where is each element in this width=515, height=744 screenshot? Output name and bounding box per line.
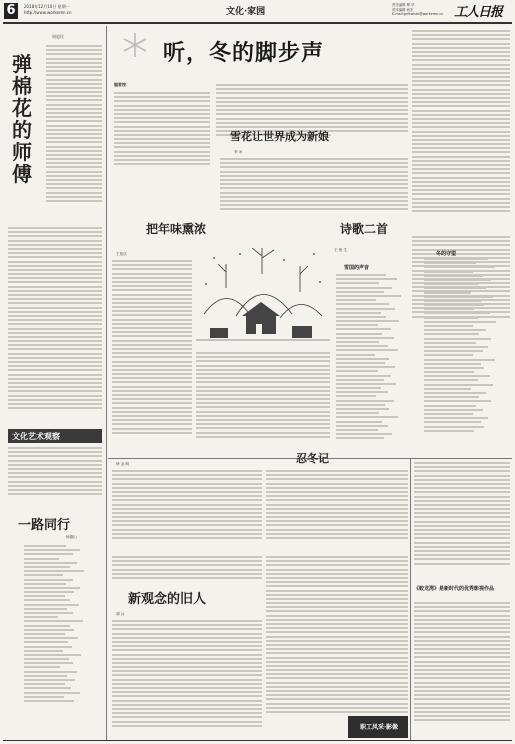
site-url: http://www.workeren.cn xyxy=(24,10,72,15)
article-title-vertical: 弹棉花的师傅 xyxy=(12,52,32,186)
poem1-text xyxy=(336,274,408,454)
article-text-body xyxy=(8,227,102,427)
snowflake-icon xyxy=(122,32,148,58)
article2-title: 一路同行 xyxy=(18,518,71,533)
winter-illustration xyxy=(196,244,330,348)
article-text-top xyxy=(46,45,102,223)
right-top-text xyxy=(412,30,510,230)
right-col-divider xyxy=(410,458,411,740)
main-banner xyxy=(108,24,408,74)
right-bottom-text-b xyxy=(414,602,510,738)
snow-title: 雪花让世界成为新娘 xyxy=(230,130,329,143)
snow-text xyxy=(220,158,408,218)
new-title: 新观念的旧人 xyxy=(128,592,207,607)
poem2-title: 冬的守望 xyxy=(436,251,457,257)
editor-line: 责任编辑 覃 华 xyxy=(392,3,415,7)
page-number: 6 xyxy=(4,3,18,19)
columnist-name: 周思民 xyxy=(52,34,64,39)
poems-author: 王 贵 生 xyxy=(334,248,348,252)
left-column xyxy=(6,27,104,739)
endure-author: 徐 金 明 xyxy=(116,462,130,466)
poems-title: 诗歌二首 xyxy=(340,222,389,236)
news-headline: 《蛟龙湾》是新时代的优秀影视作品 xyxy=(414,586,495,592)
taste-author: 王桂庆 xyxy=(116,252,127,256)
main-title: 听，冬的脚步声 xyxy=(163,40,325,66)
poem1-title: 雪国的声音 xyxy=(344,265,370,271)
taste-text xyxy=(112,260,192,450)
poem-text xyxy=(24,545,94,735)
brand-badge-text: 职工风采·影像 xyxy=(359,724,399,731)
box-text xyxy=(8,447,102,507)
right-bottom-text-a xyxy=(414,462,510,578)
email-line: E-mail:grfkwhzk@workeren.cn xyxy=(392,12,444,16)
endure-title: 忍冬记 xyxy=(296,452,329,465)
footer-rule xyxy=(3,740,512,741)
editor-note-box xyxy=(112,80,212,176)
new-text-top xyxy=(112,556,262,586)
date-line: 2018年12月10日 星期一 xyxy=(24,4,70,9)
poem2-text xyxy=(424,258,508,454)
left-col-divider xyxy=(106,26,107,740)
designer-line: 美术编辑 尚宏 xyxy=(392,8,414,12)
snow-author: 李 冰 xyxy=(234,150,243,154)
editor-note-label: 编者按： xyxy=(114,82,130,87)
new-text-right xyxy=(266,556,408,738)
culture-box-title: 文化艺术观察 xyxy=(12,431,60,441)
new-author: 胡 兵 xyxy=(116,612,125,616)
article2-author: 杨德山 xyxy=(66,535,77,539)
taste-text-right xyxy=(196,352,330,450)
taste-title: 把年味熏浓 xyxy=(146,222,207,236)
endure-text-a xyxy=(112,470,262,550)
endure-text-b xyxy=(266,470,408,550)
masthead-logo: 工人日报 xyxy=(454,5,503,20)
new-text-left xyxy=(112,620,262,738)
section-title: 文化·家园 xyxy=(226,7,266,17)
